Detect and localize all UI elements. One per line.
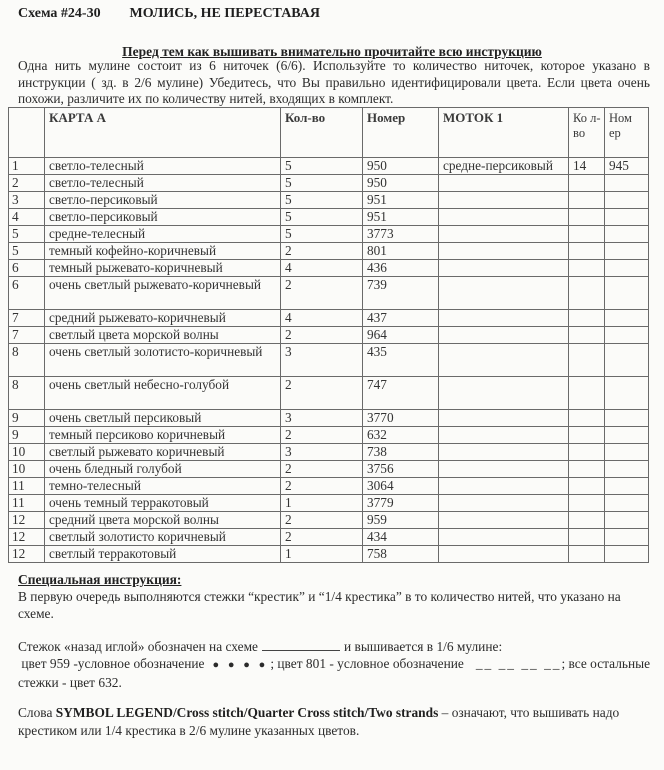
cell-number: 3779 [363, 495, 439, 512]
cell-skein-qty [569, 495, 605, 512]
cell-number: 3756 [363, 461, 439, 478]
cell-number: 951 [363, 192, 439, 209]
cell-qty: 2 [281, 277, 363, 310]
cell-index: 9 [9, 410, 45, 427]
cell-skein-qty: 14 [569, 158, 605, 175]
cell-qty: 2 [281, 461, 363, 478]
cell-number: 747 [363, 377, 439, 410]
cell-index: 6 [9, 260, 45, 277]
cell-color-name: светлый цвета морской волны [45, 327, 281, 344]
cell-number: 758 [363, 546, 439, 563]
cell-skein-number [605, 327, 649, 344]
cell-index: 3 [9, 192, 45, 209]
cell-skein-qty [569, 410, 605, 427]
cell-color-name: темный кофейно-коричневый [45, 243, 281, 260]
backstitch-text-2: и вышивается в 1/6 мулине: [343, 639, 503, 654]
cell-skein-number [605, 260, 649, 277]
cell-index: 12 [9, 529, 45, 546]
table-row [9, 478, 649, 495]
cell-qty: 2 [281, 243, 363, 260]
cell-index: 1 [9, 158, 45, 175]
scheme-number: Схема #24-30 [18, 6, 101, 21]
cell-skein [439, 478, 569, 495]
cell-index: 4 [9, 209, 45, 226]
cell-color-name: темно-телесный [45, 478, 281, 495]
cell-skein [439, 327, 569, 344]
document-title: МОЛИСЬ, НЕ ПЕРЕСТАВАЯ [129, 6, 320, 21]
cell-number: 437 [363, 310, 439, 327]
cell-qty: 2 [281, 529, 363, 546]
cell-color-name: светло-персиковый [45, 209, 281, 226]
symbol-legend-note [18, 704, 650, 740]
cell-number: 951 [363, 209, 439, 226]
cell-skein-number [605, 192, 649, 209]
cell-index: 5 [9, 226, 45, 243]
dashed-line-symbol: __ __ __ __ [475, 656, 562, 671]
cell-number: 3064 [363, 478, 439, 495]
cell-skein-number [605, 529, 649, 546]
cell-skein [439, 175, 569, 192]
legend-terms: SYMBOL LEGEND/Cross stitch/Quarter Cross stitch/Two strands [55, 705, 439, 720]
cell-color-name: очень светлый персиковый [45, 410, 281, 427]
cell-skein [439, 260, 569, 277]
cell-skein [439, 344, 569, 377]
table-row [9, 529, 649, 546]
cell-skein-number [605, 427, 649, 444]
special-instruction-title: Специальная инструкция: [18, 572, 182, 587]
cell-number: 959 [363, 512, 439, 529]
cell-index: 10 [9, 444, 45, 461]
header-qty: Кол-во [281, 108, 363, 158]
cell-index: 7 [9, 327, 45, 344]
cell-number: 950 [363, 175, 439, 192]
table-row [9, 377, 649, 410]
cell-color-name: очень темный терракотовый [45, 495, 281, 512]
cell-skein [439, 444, 569, 461]
table-row [9, 495, 649, 512]
cell-skein [439, 192, 569, 209]
table-row [9, 277, 649, 310]
cell-skein-qty [569, 546, 605, 563]
cell-number: 950 [363, 158, 439, 175]
cell-skein-number [605, 344, 649, 377]
cell-skein-number [605, 277, 649, 310]
header-skein: МОТОК 1 [439, 108, 569, 158]
cell-index: 9 [9, 427, 45, 444]
cell-color-name: темный рыжевато-коричневый [45, 260, 281, 277]
cell-skein [439, 546, 569, 563]
cell-skein-qty [569, 226, 605, 243]
table-row [9, 260, 649, 277]
cell-skein-qty [569, 260, 605, 277]
cell-index: 8 [9, 377, 45, 410]
cell-skein-qty [569, 327, 605, 344]
cell-qty: 2 [281, 377, 363, 410]
cell-qty: 1 [281, 546, 363, 563]
cell-skein [439, 461, 569, 478]
cell-qty: 2 [281, 427, 363, 444]
cell-qty: 5 [281, 158, 363, 175]
header-chart: КАРТА А [45, 108, 281, 158]
cell-skein-qty [569, 209, 605, 226]
cell-skein-qty [569, 192, 605, 209]
table-row [9, 410, 649, 427]
cell-qty: 1 [281, 495, 363, 512]
cell-skein-qty [569, 377, 605, 410]
cell-skein-number [605, 209, 649, 226]
cell-number: 801 [363, 243, 439, 260]
cell-skein [439, 427, 569, 444]
color-801-label: ; цвет 801 - условное обозначение [270, 656, 464, 671]
cell-skein-number [605, 310, 649, 327]
cell-skein-number [605, 461, 649, 478]
cell-qty: 5 [281, 226, 363, 243]
cell-number: 434 [363, 529, 439, 546]
cell-color-name: средне-телесный [45, 226, 281, 243]
instruction-subheading: Перед тем как вышивать внимательно прочитайте всю инструкцию [122, 44, 542, 59]
table-header-row [9, 108, 649, 158]
cell-color-name: светлый рыжевато коричневый [45, 444, 281, 461]
cell-color-name: очень светлый рыжевато-коричневый [45, 277, 281, 310]
cell-color-name: светло-телесный [45, 175, 281, 192]
table-row [9, 209, 649, 226]
cell-index: 12 [9, 512, 45, 529]
cell-skein-number [605, 243, 649, 260]
cell-qty: 5 [281, 175, 363, 192]
cell-qty: 2 [281, 478, 363, 495]
table-row [9, 327, 649, 344]
table-row [9, 444, 649, 461]
cell-color-name: средний рыжевато-коричневый [45, 310, 281, 327]
cell-index: 6 [9, 277, 45, 310]
cell-skein [439, 243, 569, 260]
cell-skein-number [605, 175, 649, 192]
header-skein-number: Ном ер [605, 108, 649, 158]
dotted-line-symbol: ● ● ● ● [212, 659, 269, 671]
cell-index: 8 [9, 344, 45, 377]
table-row [9, 175, 649, 192]
cell-qty: 4 [281, 310, 363, 327]
cell-number: 739 [363, 277, 439, 310]
cell-skein-qty [569, 277, 605, 310]
special-instruction-text: В первую очередь выполняются стежки “крестик” и “1/4 крестика” в то количество нитей, что указано на схеме. [18, 589, 621, 621]
other-stitches-text: ; все остальные стежки - цвет 632. [18, 656, 651, 690]
cell-number: 3770 [363, 410, 439, 427]
cell-skein-qty [569, 512, 605, 529]
color-key-table [8, 107, 649, 563]
cell-skein-number [605, 495, 649, 512]
cell-skein-qty [569, 529, 605, 546]
cell-number: 435 [363, 344, 439, 377]
header-skein-qty: Ко л- во [569, 108, 605, 158]
cell-qty: 5 [281, 192, 363, 209]
backstitch-instruction [18, 638, 658, 691]
cell-skein: средне-персиковый [439, 158, 569, 175]
cell-qty: 3 [281, 444, 363, 461]
color-959-label: цвет 959 -условное обозначение [21, 656, 205, 671]
cell-skein [439, 310, 569, 327]
cell-skein [439, 529, 569, 546]
cell-index: 5 [9, 243, 45, 260]
cell-number: 738 [363, 444, 439, 461]
cell-color-name: светлый терракотовый [45, 546, 281, 563]
cell-skein-qty [569, 310, 605, 327]
cell-number: 632 [363, 427, 439, 444]
cell-skein-qty [569, 175, 605, 192]
header-index [9, 108, 45, 158]
cell-skein [439, 512, 569, 529]
cell-color-name: темный персиково коричневый [45, 427, 281, 444]
cell-color-name: очень бледный голубой [45, 461, 281, 478]
table-row [9, 192, 649, 209]
backstitch-text-1: Стежок «назад иглой» обозначен на схеме [18, 639, 258, 654]
cell-skein-number [605, 410, 649, 427]
document-header [18, 6, 320, 22]
cell-skein-number [605, 512, 649, 529]
legend-suffix: – означают, что вышивать надо крестиком или 1/4 крестика в 2/6 мулине указанных цветов. [18, 705, 620, 738]
table-row [9, 427, 649, 444]
cell-color-name: светло-телесный [45, 158, 281, 175]
cell-number: 436 [363, 260, 439, 277]
cell-index: 12 [9, 546, 45, 563]
cell-color-name: светлый золотисто коричневый [45, 529, 281, 546]
cell-number: 964 [363, 327, 439, 344]
cell-color-name: светло-персиковый [45, 192, 281, 209]
cell-skein [439, 377, 569, 410]
cell-skein-qty [569, 243, 605, 260]
cell-skein-number [605, 546, 649, 563]
table-row [9, 344, 649, 377]
table-row [9, 226, 649, 243]
cell-qty: 2 [281, 512, 363, 529]
intro-paragraph: Одна нить мулине состоит из 6 ниточек (6/6). Используйте то количество ниточек, которое указано в инструкции ( зд. в 2/6 мулине) Убедитесь, что Вы правильно идентифицировали цвета. Если цвета очень похожи, различите их по количеству нитей, входящих в комплект. [18, 58, 650, 106]
cell-skein-qty [569, 444, 605, 461]
cell-index: 7 [9, 310, 45, 327]
cell-skein [439, 277, 569, 310]
cell-skein [439, 410, 569, 427]
cell-skein-qty [569, 478, 605, 495]
cell-color-name: средний цвета морской волны [45, 512, 281, 529]
table-body [9, 158, 649, 563]
cell-skein [439, 226, 569, 243]
cell-index: 11 [9, 495, 45, 512]
cell-number: 3773 [363, 226, 439, 243]
cell-skein-number [605, 377, 649, 410]
cell-skein-number [605, 478, 649, 495]
cell-qty: 3 [281, 344, 363, 377]
cell-index: 2 [9, 175, 45, 192]
cell-skein-qty [569, 344, 605, 377]
table-row [9, 461, 649, 478]
cell-color-name: очень светлый золотисто-коричневый [45, 344, 281, 377]
header-number: Номер [363, 108, 439, 158]
table-row [9, 158, 649, 175]
cell-index: 10 [9, 461, 45, 478]
table-row [9, 512, 649, 529]
cell-skein-qty [569, 427, 605, 444]
cell-index: 11 [9, 478, 45, 495]
cell-qty: 2 [281, 327, 363, 344]
legend-prefix: Слова [18, 705, 53, 720]
cell-skein-qty [569, 461, 605, 478]
cell-skein-number [605, 444, 649, 461]
backstitch-blank-line [262, 640, 340, 651]
cell-qty: 5 [281, 209, 363, 226]
table-row [9, 243, 649, 260]
cell-skein-number: 945 [605, 158, 649, 175]
cell-skein [439, 495, 569, 512]
cell-qty: 3 [281, 410, 363, 427]
cell-skein-number [605, 226, 649, 243]
cell-qty: 4 [281, 260, 363, 277]
cell-color-name: очень светлый небесно-голубой [45, 377, 281, 410]
table-row [9, 546, 649, 563]
cell-skein [439, 209, 569, 226]
table-row [9, 310, 649, 327]
